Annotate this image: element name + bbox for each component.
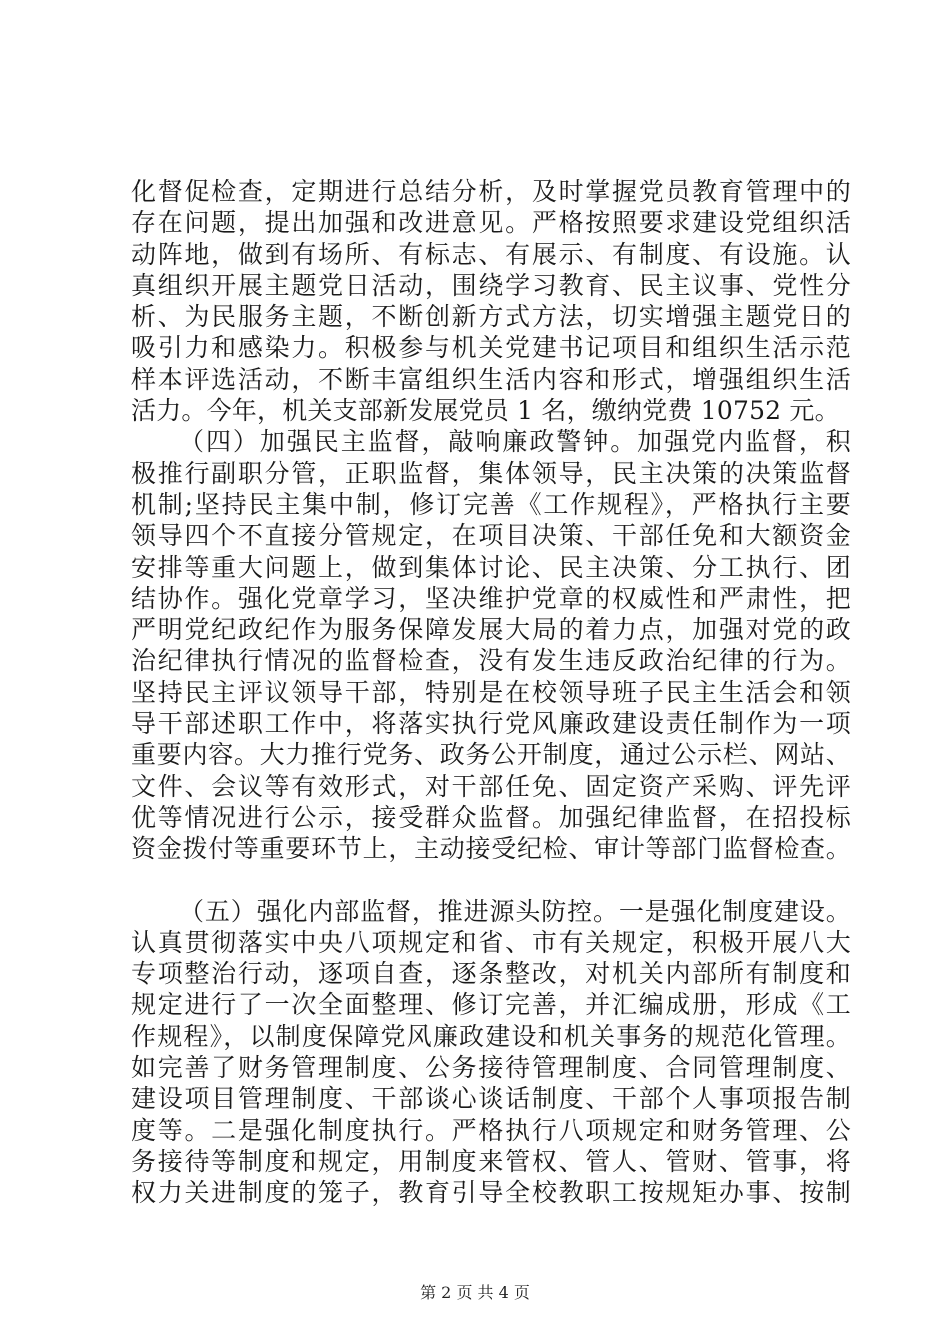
text-line: 重要内容。大力推行党务、政务公开制度，通过公示栏、网站、: [131, 740, 851, 770]
paragraph-internal-supervision: [131, 896, 851, 1209]
text-line: 析、为民服务主题，不断创新方式方法，切实增强主题党日的: [131, 302, 851, 332]
text-line: 化督促检查，定期进行总结分析，及时掌握党员教育管理中的: [131, 177, 851, 206]
text-line: 认真贯彻落实中央八项规定和省、市有关规定，积极开展八大: [131, 927, 851, 957]
text-line: 存在问题，提出加强和改进意见。严格按照要求建设党组织活: [131, 208, 851, 238]
text-line: 机制;坚持民主集中制，修订完善《工作规程》，严格执行主要: [131, 489, 851, 519]
text-line: 务接待等制度和规定，用制度来管权、管人、管财、管事，将: [131, 1146, 851, 1176]
text-line: 作规程》，以制度保障党风廉政建设和机关事务的规范化管理。: [131, 1021, 851, 1051]
text-line: 文件、会议等有效形式，对干部任免、固定资产采购、评先评: [131, 771, 851, 801]
text-line: （四）加强民主监督，敲响廉政警钟。加强党内监督，积: [179, 427, 851, 457]
document-body: [131, 176, 851, 1209]
text-line: 优等情况进行公示，接受群众监督。加强纪律监督，在招投标: [131, 802, 851, 832]
text-line: 规定进行了一次全面整理、修订完善，并汇编成册，形成《工: [131, 990, 851, 1020]
text-line: 严明党纪政纪作为服务保障发展大局的着力点，加强对党的政: [131, 615, 851, 645]
text-line: 专项整治行动，逐项自查，逐条整改，对机关内部所有制度和: [131, 959, 851, 989]
text-line: 吸引力和感染力。积极参与机关党建书记项目和组织生活示范: [131, 333, 851, 363]
text-line: 坚持民主评议领导干部，特别是在校领导班子民主生活会和领: [131, 677, 851, 707]
text-line: 如完善了财务管理制度、公务接待管理制度、合同管理制度、: [131, 1053, 851, 1083]
text-line: 资金拨付等重要环节上，主动接受纪检、审计等部门监督检查。: [131, 834, 851, 864]
text-line: 治纪律执行情况的监督检查，没有发生违反政治纪律的行为。: [131, 646, 851, 676]
paragraph-spacer: [131, 865, 851, 896]
page-number-footer: 第 2 页 共 4 页: [420, 1283, 530, 1302]
text-line: 动阵地，做到有场所、有标志、有展示、有制度、有设施。认: [131, 239, 851, 269]
text-line: 度等。二是强化制度执行。严格执行八项规定和财务管理、公: [131, 1115, 851, 1145]
text-line: 样本评选活动，不断丰富组织生活内容和形式，增强组织生活: [131, 364, 851, 394]
text-line: 结协作。强化党章学习，坚决维护党章的权威性和严肃性，把: [131, 583, 851, 613]
text-line: 活力。今年，机关支部新发展党员 1 名，缴纳党费 10752 元。: [131, 396, 840, 426]
text-line: 导干部述职工作中，将落实执行党风廉政建设责任制作为一项: [131, 709, 851, 739]
text-line: 建设项目管理制度、干部谈心谈话制度、干部个人事项报告制: [131, 1084, 851, 1114]
text-line: 权力关进制度的笼子，教育引导全校教职工按规矩办事、按制: [131, 1178, 851, 1208]
text-line: 真组织开展主题党日活动，围绕学习教育、民主议事、党性分: [131, 270, 851, 300]
text-line: 安排等重大问题上，做到集体讨论、民主决策、分工执行、团: [131, 552, 851, 582]
paragraph-party-education: [131, 176, 851, 426]
text-line: （五）强化内部监督，推进源头防控。一是强化制度建设。: [179, 896, 851, 926]
paragraph-democratic-supervision: [131, 426, 851, 864]
text-line: 极推行副职分管，正职监督，集体领导，民主决策的决策监督: [131, 458, 851, 488]
text-line: 领导四个不直接分管规定，在项目决策、干部任免和大额资金: [131, 521, 851, 551]
